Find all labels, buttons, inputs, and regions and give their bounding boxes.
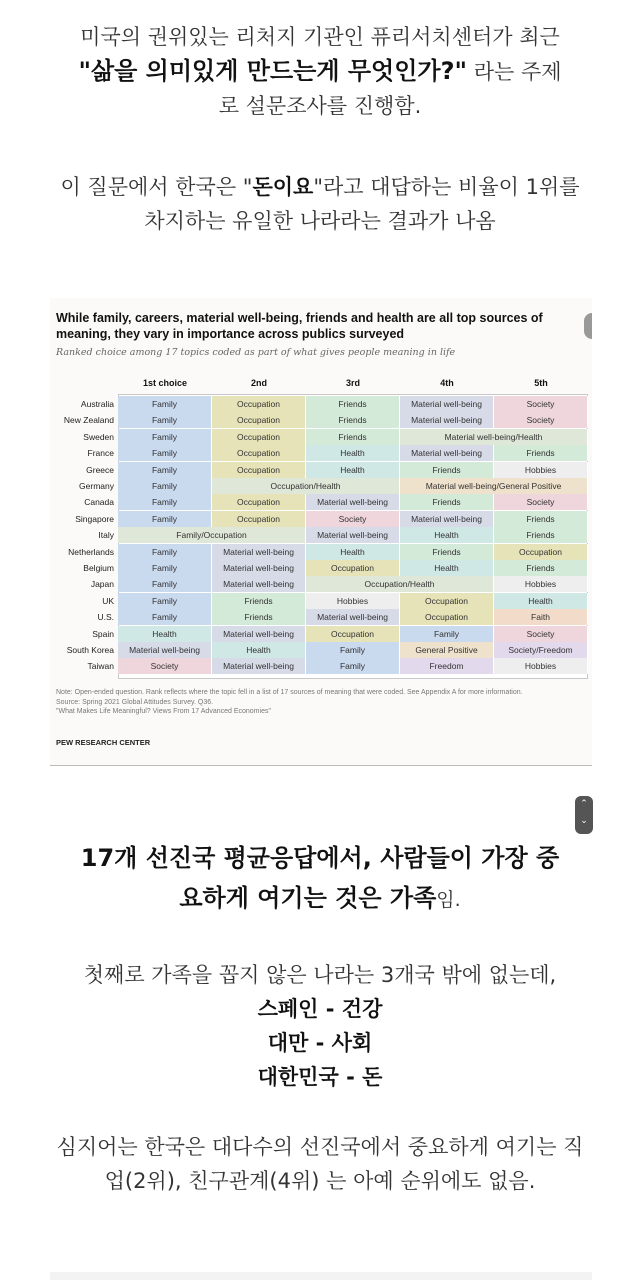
closing-line-1: 심지어는 한국은 대다수의 선진국에서 중요하게 여기는 직 (56, 1135, 584, 1159)
rank-cell: Friends (306, 412, 400, 428)
rank-cell: Family (118, 576, 212, 592)
rank-cell: Faith (494, 609, 588, 625)
figure-subtitle: Ranked choice among 17 topics coded as part of what gives people meaning in life (56, 347, 456, 358)
rank-cell: Occupation (212, 396, 306, 412)
rank-cell: Family (118, 478, 212, 494)
rank-cell: Family (118, 593, 212, 609)
intro-line-3: 로 설문조사를 진행함. (218, 94, 422, 118)
exceptions-paragraph (0, 958, 640, 1094)
column-header: 1st choice (142, 378, 188, 388)
question-text: "삶을 의미있게 만드는게 무엇인가?" (78, 57, 468, 85)
finding-prefix: 이 질문에서 한국은 " (60, 175, 253, 199)
rank-cell: Health (306, 544, 400, 560)
rank-cell: Occupation (212, 511, 306, 527)
figure-note-2: Source: Spring 2021 Global Attitudes Survey. Q36. (56, 698, 214, 706)
rank-cell: Family (118, 560, 212, 576)
rank-cell: Material well-being (400, 511, 494, 527)
rank-cell: Family (118, 412, 212, 428)
rank-cell: Occupation (212, 445, 306, 461)
rank-cell: Material well-being (306, 494, 400, 510)
rank-cell: Society (118, 658, 212, 674)
rank-cell: Material well-being (400, 396, 494, 412)
rank-cell: Health (494, 593, 588, 609)
summary-line-2-bold: 요하게 여기는 것은 가족 (179, 884, 437, 912)
rank-cell: Material well-being (212, 576, 306, 592)
rank-cell: Health (118, 626, 212, 642)
figure-note-1: Note: Open-ended question. Rank reflects where the topic fell in a list of 17 sources of meaning that were coded. See Appendix A for more information. (56, 689, 523, 696)
rank-cell: Occupation (212, 462, 306, 478)
intro-line-2 (0, 54, 640, 89)
summary-line-1-text: 17개 선진국 평균응답에서, 사람들이 가장 중 (80, 844, 560, 872)
country-label: Sweden (83, 431, 114, 442)
rank-cell: Family (118, 494, 212, 510)
finding-suffix: "라고 대답하는 비율이 1위를 (313, 175, 580, 199)
rank-cell: Occupation (306, 560, 400, 576)
intro-line-1: 미국의 권위있는 리처지 기관인 퓨리서치센터가 최근 (80, 25, 560, 49)
country-label: Italy (98, 530, 114, 541)
rank-cell: Material well-being (212, 544, 306, 560)
rank-cell: Occupation/Health (306, 576, 494, 592)
rank-cell: Friends (400, 462, 494, 478)
rank-cell: Society (494, 396, 588, 412)
column-header: 2nd (250, 378, 267, 388)
country-label: Australia (80, 399, 114, 409)
rank-cell: Family/Occupation (118, 527, 306, 543)
rank-cell: Health (400, 560, 494, 576)
rank-cell: Material well-being (212, 658, 306, 674)
country-label: Singapore (75, 513, 114, 524)
rank-cell: Friends (494, 527, 588, 543)
rank-cell: Friends (306, 429, 400, 445)
rank-cell: Society (494, 626, 588, 642)
rank-cell: Health (306, 445, 400, 461)
rank-cell: Family (118, 396, 212, 412)
scroll-arrows-icon[interactable]: ⌃ ⌄ (575, 796, 593, 834)
rank-cell: Hobbies (306, 593, 400, 609)
rank-cell: Friends (306, 396, 400, 412)
intro-paragraph (0, 20, 640, 123)
rank-cell: Health (306, 462, 400, 478)
figure-scroll-indicator (584, 313, 592, 339)
rank-cell: Society (306, 511, 400, 527)
rank-cell: Family (306, 642, 400, 658)
rank-cell: Family (400, 626, 494, 642)
finding-line-1 (0, 170, 640, 204)
exception-korea: 대한민국 - 돈 (257, 1065, 383, 1089)
rank-cell: Occupation (494, 544, 588, 560)
country-label: New Zealand (63, 415, 114, 426)
summary-line-1 (0, 838, 640, 878)
rank-cell: Family (118, 462, 212, 478)
rank-cell: Material well-being (400, 412, 494, 428)
rank-cell: Friends (494, 445, 588, 461)
rank-cell: Occupation (212, 429, 306, 445)
rank-cell: Friends (400, 544, 494, 560)
summary-line-2-tail: 임. (436, 889, 461, 911)
rank-cell: Friends (494, 511, 588, 527)
country-label: France (87, 448, 114, 459)
rank-cell: Material well-being (212, 626, 306, 642)
rank-cell: Material well-being (400, 445, 494, 461)
rank-cell: Friends (400, 494, 494, 510)
figure-source: PEW RESEARCH CENTER (56, 738, 151, 747)
country-label: Canada (84, 497, 114, 508)
rank-cell: Freedom (400, 658, 494, 674)
country-label: U.S. (97, 612, 114, 623)
finding-line-2: 차지하는 유일한 나라라는 결과가 나옴 (144, 209, 496, 233)
rank-cell: Occupation (212, 494, 306, 510)
rank-cell: Family (306, 658, 400, 674)
country-label: South Korea (66, 645, 114, 655)
rank-cell: Family (118, 429, 212, 445)
rank-cell: Material well-being (306, 609, 400, 625)
rank-cell: Material well-being/Health (400, 429, 588, 445)
column-header: 4th (440, 378, 454, 388)
closing-line-2: 업(2위), 친구관계(4위) 는 아예 순위에도 없음. (104, 1169, 536, 1193)
rank-cell: General Positive (400, 642, 494, 658)
rank-cell: Occupation (306, 626, 400, 642)
next-content-edge (50, 1272, 592, 1280)
rank-cell: Society (494, 412, 588, 428)
country-label: Germany (79, 481, 114, 491)
country-label: Spain (92, 628, 114, 639)
rank-cell: Material well-being (118, 642, 212, 658)
rank-cell: Society/Freedom (494, 642, 588, 658)
country-label: Belgium (83, 563, 114, 573)
rank-cell: Society (494, 494, 588, 510)
figure-note-3: "What Makes Life Meaningful? Views From 17 Advanced Economies" (56, 708, 271, 715)
rank-cell: Health (212, 642, 306, 658)
summary-paragraph (0, 838, 640, 920)
figure-title: While family, careers, material well-being, friends and health are all top sources of meaning, they vary in importance across publics surveyed (56, 311, 543, 341)
exception-taiwan: 대만 - 사회 (267, 1031, 373, 1055)
rank-cell: Friends (494, 560, 588, 576)
rank-cell: Material well-being/General Positive (400, 478, 588, 494)
exceptions-intro: 첫째로 가족을 꼽지 않은 나라는 3개국 밖에 없는데, (83, 963, 557, 987)
rank-cell: Hobbies (494, 462, 588, 478)
figure-notes (56, 688, 586, 717)
rank-cell: Friends (212, 593, 306, 609)
rank-cell: Family (118, 609, 212, 625)
rank-cell: Material well-being (306, 527, 400, 543)
finding-paragraph (0, 170, 640, 238)
rank-cell: Occupation/Health (212, 478, 400, 494)
column-header: 3rd (345, 378, 360, 388)
finding-emphasis: 돈이요 (252, 175, 314, 199)
rank-cell: Family (118, 544, 212, 560)
country-label: Japan (90, 579, 114, 590)
country-label: UK (102, 595, 114, 606)
exception-spain: 스페인 - 건강 (257, 997, 383, 1021)
closing-paragraph (0, 1130, 640, 1198)
country-label: Taiwan (87, 661, 114, 672)
rank-cell: Occupation (212, 412, 306, 428)
rank-cell: Material well-being (212, 560, 306, 576)
rank-cell: Family (118, 445, 212, 461)
column-header: 5th (534, 378, 548, 388)
rank-cell: Friends (212, 609, 306, 625)
pew-figure-image (50, 298, 592, 766)
rank-cell: Hobbies (494, 658, 588, 674)
rank-cell: Family (118, 511, 212, 527)
country-label: Netherlands (68, 546, 114, 557)
summary-line-2 (0, 878, 640, 920)
intro-line-2-tail: 라는 주제 (467, 60, 562, 84)
rank-cell: Occupation (400, 609, 494, 625)
rank-cell: Occupation (400, 593, 494, 609)
rank-cell: Hobbies (494, 576, 588, 592)
country-label: Greece (86, 464, 114, 475)
rank-cell: Health (400, 527, 494, 543)
